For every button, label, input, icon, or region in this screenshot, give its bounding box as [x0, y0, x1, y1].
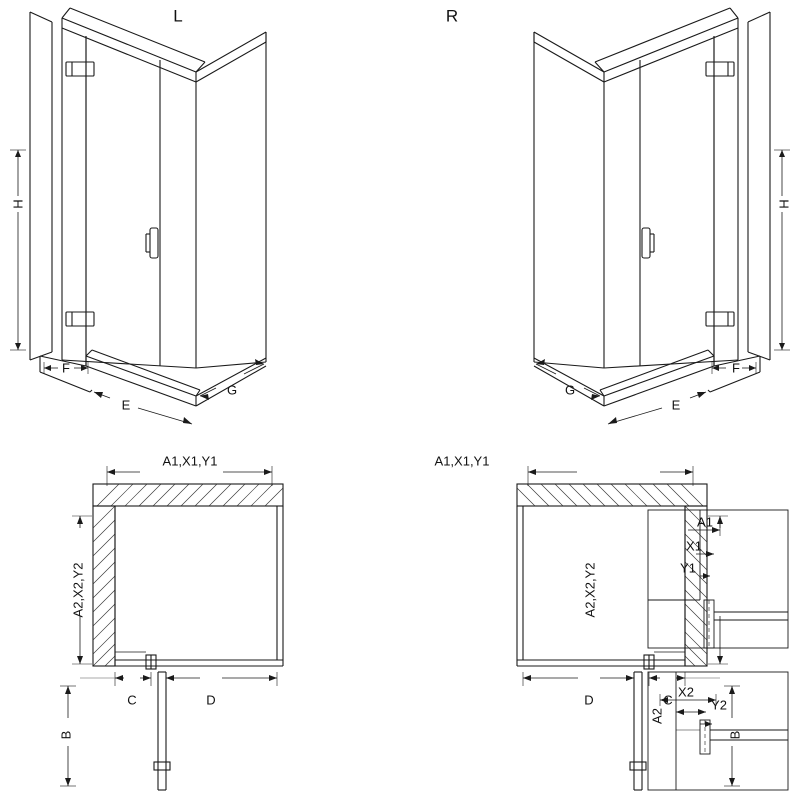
iso-right-label-h: H — [776, 199, 792, 209]
detail-top-y1: Y1 — [680, 560, 696, 576]
plan-left-group — [60, 466, 283, 790]
iso-left-label-h: H — [10, 199, 26, 209]
iso-right-label-f: F — [732, 360, 740, 376]
plan-right-side-dim: A2,X2,Y2 — [582, 562, 598, 618]
iso-right-label-e: E — [671, 397, 681, 413]
iso-right-group — [534, 8, 790, 424]
detail-bottom-x2: X2 — [678, 684, 694, 700]
title-right: R — [445, 6, 459, 26]
iso-left-label-e: E — [121, 397, 131, 413]
plan-left-side-dim: A2,X2,Y2 — [70, 562, 86, 618]
detail-top-group — [648, 510, 788, 648]
iso-right-label-g: G — [564, 382, 576, 398]
plan-left-top-dim: A1,X1,Y1 — [162, 453, 218, 469]
iso-left-label-f: F — [62, 360, 70, 376]
detail-top-x1: X1 — [686, 538, 702, 554]
plan-right-seg-c: C — [663, 692, 673, 708]
detail-bottom-a2: A2 — [649, 708, 665, 724]
detail-bottom-y2: Y2 — [711, 697, 727, 713]
plan-left-swing-b: B — [58, 730, 74, 740]
detail-top-a1: A1 — [697, 514, 713, 530]
plan-right-seg-d: D — [584, 692, 594, 708]
plan-right-top-dim: A1,X1,Y1 — [434, 453, 490, 469]
iso-left-group — [10, 8, 266, 424]
plan-left-seg-d: D — [206, 692, 216, 708]
detail-bottom-group — [648, 672, 788, 790]
title-left: L — [173, 6, 183, 26]
plan-left-seg-c: C — [127, 692, 137, 708]
iso-left-label-g: G — [226, 382, 238, 398]
plan-right-swing-b: B — [727, 730, 743, 740]
